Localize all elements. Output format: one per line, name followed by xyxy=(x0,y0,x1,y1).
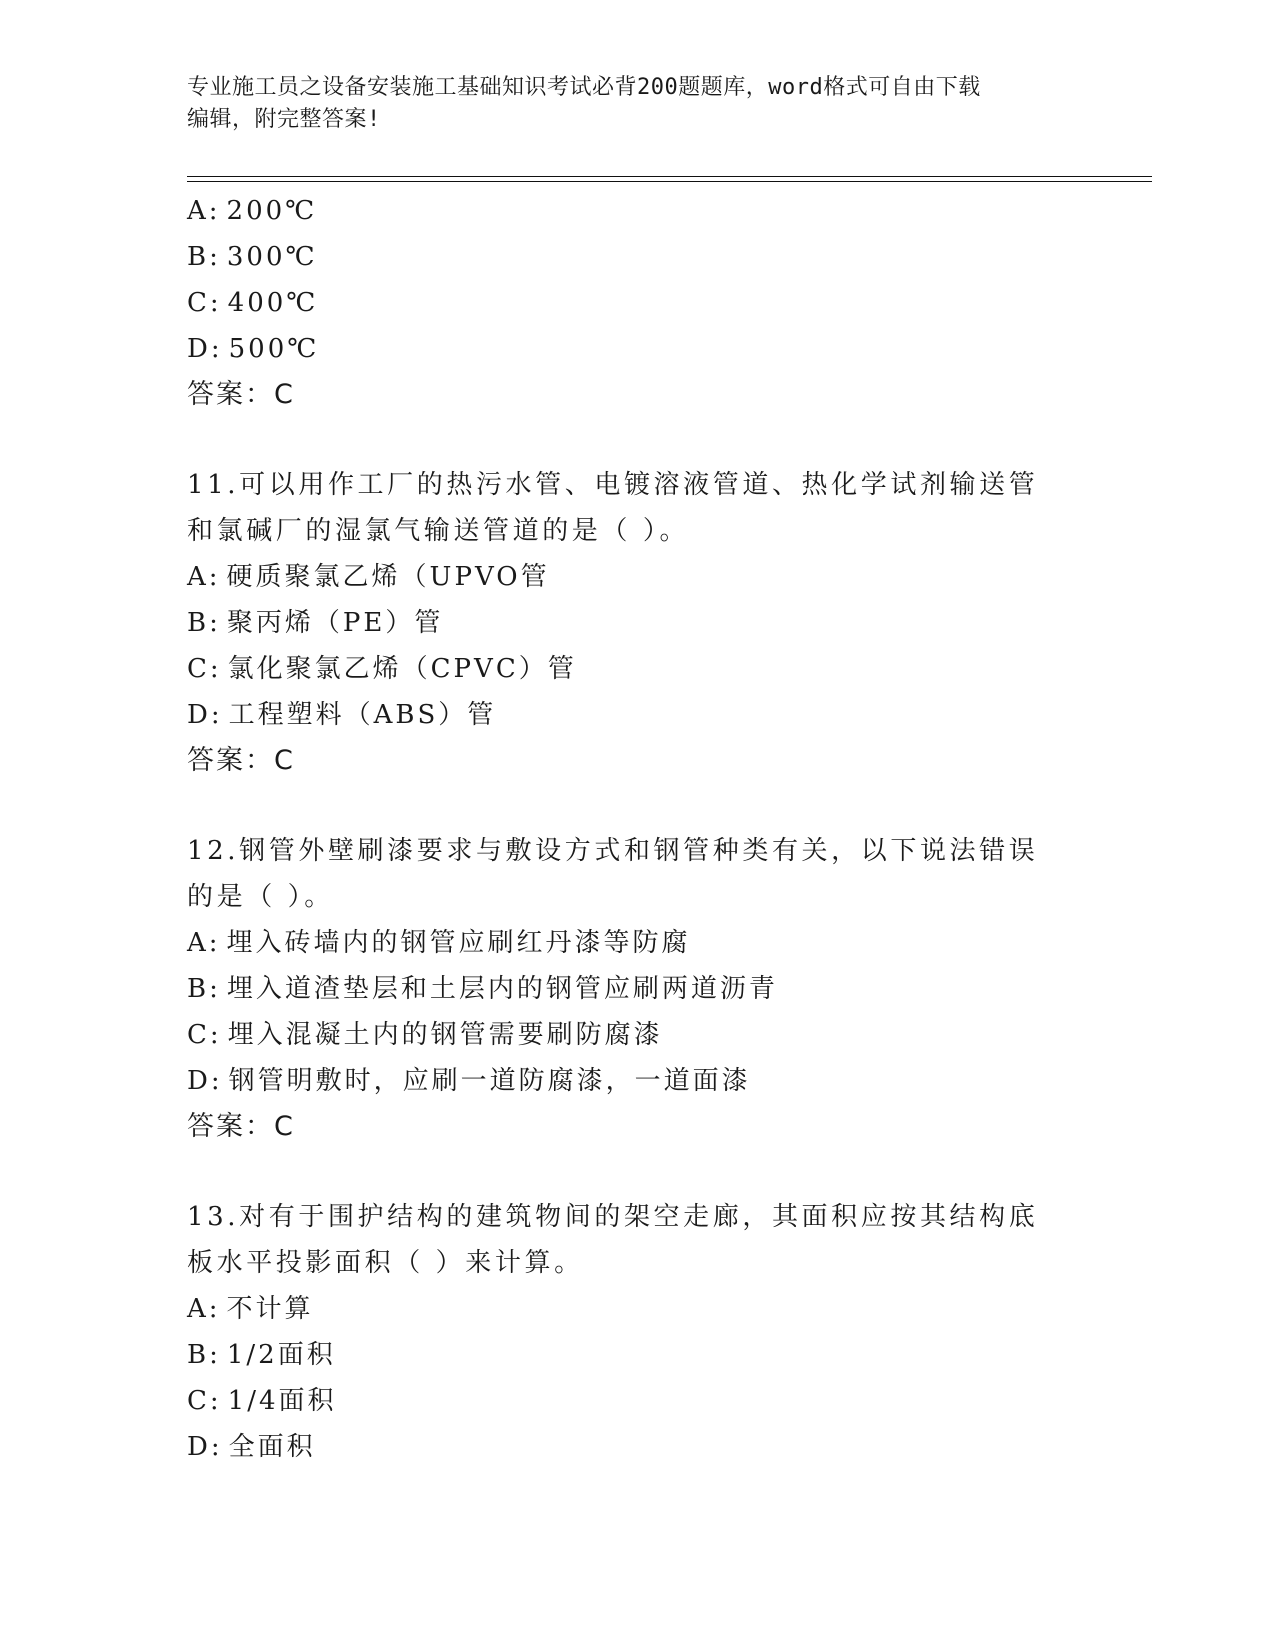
option-b xyxy=(187,600,1087,646)
answer-line: 答案：C xyxy=(187,379,295,410)
option-letter: D: xyxy=(187,1066,223,1096)
header-divider-top xyxy=(187,176,1152,177)
option-letter: A: xyxy=(187,1294,221,1324)
option-text: 硬质聚氯乙烯（UPVO管 xyxy=(226,562,550,592)
option-b xyxy=(187,234,1087,280)
option-d xyxy=(187,326,1087,372)
option-a xyxy=(187,554,1087,600)
option-letter: A: xyxy=(187,928,221,958)
spacer xyxy=(187,1150,1087,1194)
header-divider-bottom xyxy=(187,181,1152,182)
option-letter: D: xyxy=(187,1432,223,1462)
option-d xyxy=(187,1424,1087,1470)
option-letter: C: xyxy=(187,288,222,318)
answer-line: 答案：C xyxy=(187,1111,295,1142)
option-letter: B: xyxy=(187,608,221,638)
option-text: 400℃ xyxy=(227,288,319,318)
option-text: 聚丙烯（PE）管 xyxy=(226,608,444,638)
option-letter: C: xyxy=(187,1386,222,1416)
spacer xyxy=(187,418,1087,462)
option-text: 埋入道渣垫层和土层内的钢管应刷两道沥青 xyxy=(226,974,778,1004)
option-d xyxy=(187,692,1087,738)
option-letter: C: xyxy=(187,654,222,684)
option-letter: A: xyxy=(187,196,221,226)
question-10-continued xyxy=(187,188,1087,418)
question-stem: 12.钢管外壁刷漆要求与敷设方式和钢管种类有关，以下说法错误的是（ ）。 xyxy=(187,836,1039,912)
option-text: 1/4面积 xyxy=(227,1386,337,1416)
document-body xyxy=(187,188,1087,1470)
question-12 xyxy=(187,828,1087,1150)
question-stem: 13.对有于围护结构的建筑物间的架空走廊，其面积应按其结构底板水平投影面积（ ）来计算。 xyxy=(187,1202,1039,1278)
question-13 xyxy=(187,1194,1087,1470)
option-letter: B: xyxy=(187,974,221,1004)
option-letter: B: xyxy=(187,242,221,272)
document-header xyxy=(187,72,1067,136)
header-line-2: 编辑，附完整答案! xyxy=(187,107,381,132)
option-text: 300℃ xyxy=(226,242,318,272)
option-text: 1/2面积 xyxy=(226,1340,336,1370)
option-text: 200℃ xyxy=(226,196,318,226)
option-c xyxy=(187,1378,1087,1424)
option-c xyxy=(187,280,1087,326)
answer-line: 答案：C xyxy=(187,745,295,776)
option-letter: B: xyxy=(187,1340,221,1370)
option-a xyxy=(187,188,1087,234)
option-text: 氯化聚氯乙烯（CPVC）管 xyxy=(227,654,577,684)
option-text: 埋入砖墙内的钢管应刷红丹漆等防腐 xyxy=(226,928,691,958)
option-b xyxy=(187,1332,1087,1378)
option-a xyxy=(187,1286,1087,1332)
option-b xyxy=(187,966,1087,1012)
option-text: 工程塑料（ABS）管 xyxy=(228,700,497,730)
option-text: 500℃ xyxy=(228,334,320,364)
option-d xyxy=(187,1058,1087,1104)
option-text: 埋入混凝土内的钢管需要刷防腐漆 xyxy=(227,1020,663,1050)
option-c xyxy=(187,1012,1087,1058)
question-stem: 11.可以用作工厂的热污水管、电镀溶液管道、热化学试剂输送管和氯碱厂的湿氯气输送管道的是（ ）。 xyxy=(187,470,1039,546)
option-text: 钢管明敷时，应刷一道防腐漆，一道面漆 xyxy=(228,1066,751,1096)
spacer xyxy=(187,784,1087,828)
option-a xyxy=(187,920,1087,966)
option-letter: C: xyxy=(187,1020,222,1050)
option-letter: D: xyxy=(187,334,223,364)
option-letter: D: xyxy=(187,700,223,730)
option-letter: A: xyxy=(187,562,221,592)
option-text: 全面积 xyxy=(228,1432,316,1462)
header-line-1: 专业施工员之设备安装施工基础知识考试必背200题题库，word格式可自由下载 xyxy=(187,75,981,100)
question-11 xyxy=(187,462,1087,784)
option-c xyxy=(187,646,1087,692)
option-text: 不计算 xyxy=(226,1294,314,1324)
